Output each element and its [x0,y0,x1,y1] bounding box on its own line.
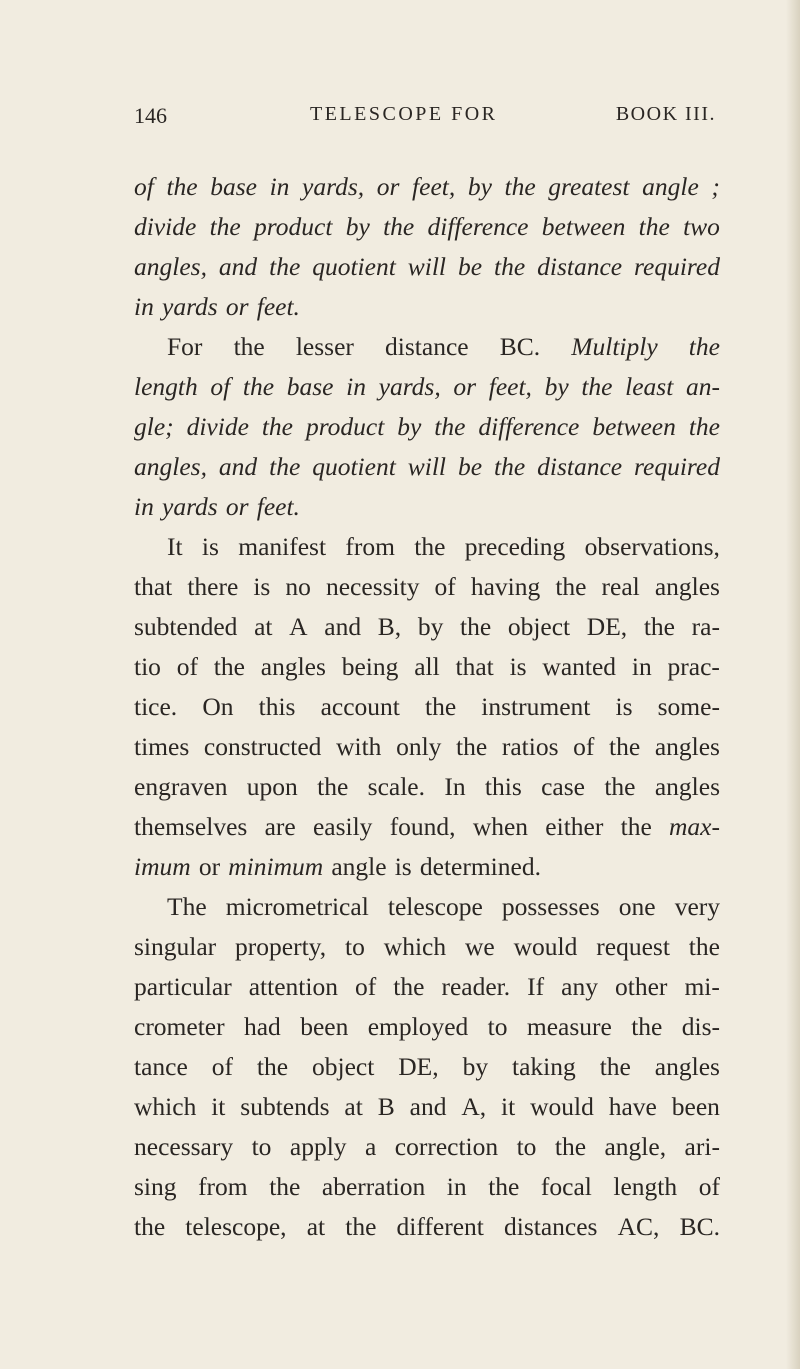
word: the [134,1212,166,1241]
word: in [134,492,154,521]
word: being [341,652,399,681]
word: when [472,812,529,841]
word: by [544,372,569,401]
word: the [345,1212,377,1241]
word: the [459,612,492,641]
word: there [187,572,239,601]
word: this [484,772,522,801]
word: A [289,612,308,641]
word: of [573,732,595,761]
word: and [409,1092,447,1121]
word: minimum [228,852,324,881]
word: In [444,772,466,801]
word: the [269,1172,301,1201]
text-line [134,567,720,607]
word: and [218,252,258,281]
word: account [320,692,400,721]
word: the [261,412,293,441]
word: distance [537,452,623,481]
word: the [269,452,301,481]
text-line [134,1007,720,1047]
word: object [312,1052,375,1081]
word: length [613,1172,678,1201]
word: engraven [134,772,228,801]
word: upon [246,772,298,801]
word: micrometrical [225,892,369,921]
word: telescope, [185,1212,287,1241]
word: possesses [501,892,600,921]
word: and [324,612,362,641]
word: necessary [134,1132,234,1161]
word: would [513,932,578,961]
word: crometer [134,1012,225,1041]
word: yards [162,492,218,521]
word: reader. [441,972,511,1001]
word: or [225,492,249,521]
word: angles [654,772,720,801]
word: the [242,372,275,401]
word: difference [478,412,580,441]
word: angle [331,852,387,881]
word: at [254,612,273,641]
word: scale. [367,772,425,801]
text-line [134,807,720,847]
word: yards, [302,172,365,201]
word: If [527,972,545,1001]
word: The [167,892,207,921]
word: the [555,572,587,601]
word: measure [526,1012,612,1041]
word: to [251,1132,272,1161]
book-label: BOOK III. [615,103,716,125]
word: tance [134,1052,188,1081]
text-line [134,207,720,247]
running-title: TELESCOPE FOR [310,103,498,125]
word: AC, [617,1212,660,1241]
page-number: 146 [134,103,167,128]
word: the [620,812,652,841]
word: be [457,252,483,281]
word: at [344,1092,363,1121]
word: angles [654,732,720,761]
word: by [397,412,422,441]
word: the [604,772,636,801]
word: product [305,412,385,441]
word: aberration [321,1172,426,1201]
word: DE, [398,1052,439,1081]
word: no [285,572,311,601]
word: determined. [419,852,541,881]
word: which [383,932,447,961]
word: object [507,612,571,641]
word: of [176,652,198,681]
word: different [396,1212,484,1241]
word: the [209,212,241,241]
word: times [134,732,190,761]
word: the [631,1012,663,1041]
word: or [225,292,249,321]
word: B, [377,612,402,641]
word: distance [385,332,469,361]
word: angle [642,172,699,201]
text-line [134,1047,720,1087]
word: the [688,932,720,961]
word: the [599,1052,631,1081]
word: apply [289,1132,347,1161]
word: manifest [238,532,327,561]
word: the [688,332,720,361]
word: the [233,332,265,361]
word: some- [657,692,720,721]
word: angles [260,652,326,681]
word: tice. [134,692,178,721]
word: the [414,532,446,561]
word: observations, [584,532,720,561]
text-line [134,607,720,647]
word: ari- [684,1132,720,1161]
word: we [465,932,495,961]
text-line [134,887,720,927]
word: feet. [256,492,300,521]
word: prac- [667,652,720,681]
word: correction [394,1132,499,1161]
word: tio [134,652,161,681]
word: the [425,692,457,721]
word: found, [389,812,456,841]
word: necessity [325,572,420,601]
word: either [545,812,604,841]
word: it [211,1092,226,1121]
word: sing [134,1172,177,1201]
body-text [134,167,720,1247]
word: employed [367,1012,469,1041]
word: is [615,692,633,721]
word: have [608,1092,657,1121]
word: by [467,172,492,201]
word: case [541,772,585,801]
word: taking [512,1052,576,1081]
text-line [134,927,720,967]
word: at [306,1212,326,1241]
word: the [393,972,425,1001]
word: in [346,372,366,401]
word: in [134,292,154,321]
word: to [516,1132,537,1161]
word: any [561,972,598,1001]
word: BC. [499,332,541,361]
word: that [455,652,494,681]
word: this [258,692,296,721]
word: mi- [684,972,720,1001]
word: by [417,612,444,641]
word: is [201,532,219,561]
text-line [134,327,720,367]
page-edge-shadow [786,0,800,1369]
text-line [134,247,720,287]
word: the [638,212,670,241]
text-line [134,1087,720,1127]
word: the [269,252,301,281]
word: a [364,1132,377,1161]
word: of [211,1052,233,1081]
word: distances [504,1212,598,1241]
word: in [269,172,290,201]
word: real [601,572,640,601]
word: and [218,452,258,481]
word: B [377,1092,395,1121]
word: from [345,532,395,561]
word: DE, [586,612,628,641]
word: Multiply [571,332,658,361]
word: between [592,412,676,441]
word: angles [654,1052,720,1081]
word: length [134,372,198,401]
word: are [264,812,296,841]
word: to [345,932,365,961]
word: angles, [134,452,207,481]
word: the [554,1132,587,1161]
text-line [134,847,720,887]
word: of [355,972,377,1001]
word: dis- [681,1012,720,1041]
word: the [434,412,466,441]
word: of [210,372,231,401]
word: the [504,172,536,201]
word: required [634,252,720,281]
word: by [462,1052,489,1081]
word: particular [134,972,232,1001]
word: had [243,1012,281,1041]
word: in [631,652,652,681]
word: been [300,1012,349,1041]
word: angle, [604,1132,667,1161]
word: having [470,572,541,601]
word: focal [540,1172,592,1201]
word: from [198,1172,248,1201]
word: is [509,652,527,681]
word: in [446,1172,467,1201]
word: base [210,172,257,201]
text-line [134,367,720,407]
word: subtends [240,1092,330,1121]
word: one [618,892,656,921]
text-line [134,447,720,487]
word: which [134,1092,197,1121]
text-line [134,1127,720,1167]
word: ; [711,172,720,201]
word: between [541,212,626,241]
word: or [453,372,477,401]
word: quotient [312,252,396,281]
word: angles, [134,252,207,281]
word: is [394,852,412,881]
word: the [688,412,720,441]
word: is [253,572,271,601]
word: been [671,1092,720,1121]
word: the [643,612,675,641]
word: required [634,452,720,481]
text-line [134,967,720,1007]
text-line [134,1207,720,1247]
word: difference [427,212,529,241]
word: easily [312,812,373,841]
text-line [134,1167,720,1207]
word: of [134,172,154,201]
word: will [407,252,447,281]
word: ratios [501,732,559,761]
text-line [134,167,720,207]
word: ra- [691,612,720,641]
word: base [286,372,334,401]
text-line [134,527,720,567]
word: to [487,1012,508,1041]
word: will [407,452,447,481]
word: the [317,772,349,801]
word: lesser [295,332,354,361]
text-line [134,287,720,327]
word: of [698,1172,720,1201]
word: the [456,732,488,761]
word: the [488,1172,520,1201]
word: an- [685,372,720,401]
word: or [376,172,400,201]
word: subtended [134,612,238,641]
word: divide [134,212,197,241]
word: least [625,372,674,401]
word: yards, [378,372,441,401]
word: request [596,932,670,961]
word: divide [186,412,249,441]
word: feet, [412,172,456,201]
word: For [167,332,203,361]
word: property, [235,932,327,961]
word: greatest [548,172,630,201]
word: all [414,652,440,681]
word: feet, [488,372,532,401]
word: by [345,212,370,241]
word: A, [461,1092,487,1121]
word: yards [162,292,218,321]
word: preceding [464,532,566,561]
word: angles [654,572,720,601]
word: other [615,972,668,1001]
word: it [501,1092,516,1121]
word: themselves [134,812,248,841]
word: two [683,212,720,241]
word: feet. [256,292,300,321]
text-line [134,647,720,687]
word: instrument [481,692,591,721]
word: It [167,532,183,561]
word: attention [248,972,338,1001]
word: with [336,732,382,761]
word: wanted [542,652,617,681]
word: max- [669,812,720,841]
text-line [134,727,720,767]
word: gle; [134,412,174,441]
word: the [383,212,415,241]
word: or [198,852,221,881]
word: of [434,572,456,601]
word: the [256,1052,289,1081]
word: On [202,692,234,721]
word: BC. [679,1212,720,1241]
word: that [134,572,173,601]
word: quotient [312,452,396,481]
text-line [134,407,720,447]
word: product [254,212,333,241]
word: distance [537,252,623,281]
word: singular [134,932,217,961]
text-line [134,767,720,807]
word: imum [134,852,191,881]
word: the [609,732,641,761]
word: very [674,892,720,921]
word: the [494,452,526,481]
word: the [213,652,245,681]
running-header [134,103,716,139]
word: constructed [203,732,322,761]
text-line [134,487,720,527]
word: the [166,172,198,201]
word: would [530,1092,594,1121]
word: only [396,732,442,761]
word: the [581,372,613,401]
text-line [134,687,720,727]
word: telescope [387,892,483,921]
word: be [457,452,483,481]
word: the [494,252,526,281]
